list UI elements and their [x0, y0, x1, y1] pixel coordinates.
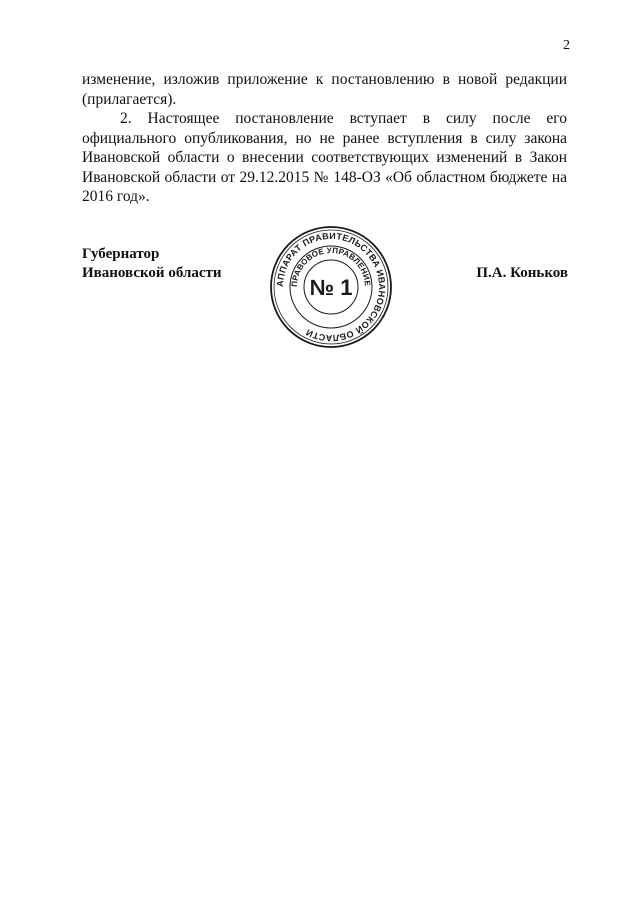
signatory-name: П.А. Коньков — [476, 265, 568, 281]
paragraph-1: изменение, изложив приложение к постановлению в новой редакции (прилагается). — [82, 71, 567, 108]
paragraph-2: 2. Настоящее постановление вступает в силу после его официального опубликования, но не ранее вступления в силу закона Ивановской области о внесении соответствующих изменений в Закон Ивановской области от 29.12.2015 № 148-ОЗ «Об областном бюджете на 2016 год». — [82, 110, 567, 205]
stamp-ring-text: АППАРАТ ПРАВИТЕЛЬСТВА ИВАНОВСКОЙ ОБЛАСТИ — [274, 230, 388, 344]
document-body — [82, 70, 567, 207]
signatory-title — [82, 245, 222, 283]
stamp-inner-text: ПРАВОВОЕ УПРАВЛЕНИЕ — [289, 245, 373, 288]
page-number: 2 — [563, 38, 570, 53]
signatory-title-line-1: Губернатор — [82, 246, 160, 262]
signatory-title-line-2: Ивановской области — [82, 265, 222, 281]
stamp-number: № 1 — [309, 275, 353, 300]
official-stamp — [268, 224, 394, 350]
